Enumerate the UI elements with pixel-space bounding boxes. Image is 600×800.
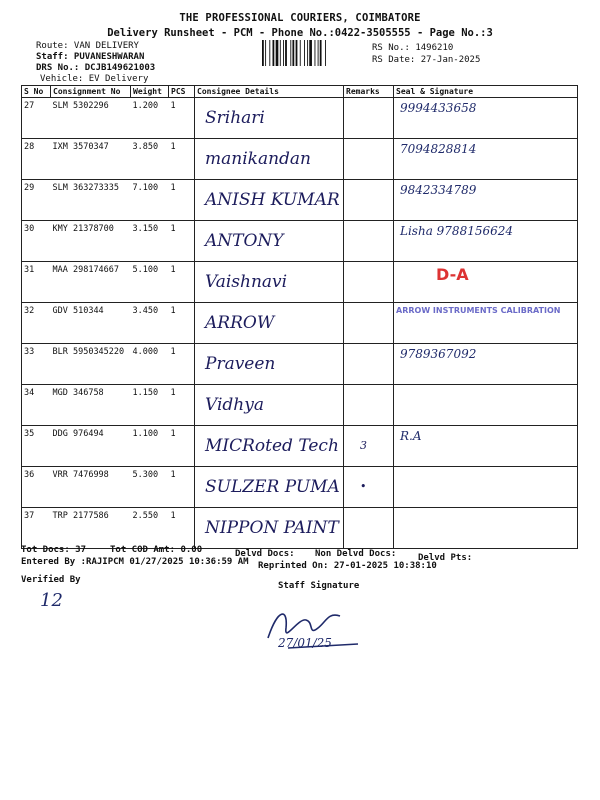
vehicle-label: Vehicle: EV Delivery: [40, 74, 149, 84]
row-consignee: [195, 344, 344, 385]
row-consignee-text: Srihari: [205, 108, 265, 128]
row-weight-text: 5.100: [132, 265, 159, 275]
row-signature-text: [396, 511, 400, 525]
total-docs: Tot Docs: 37: [21, 545, 87, 555]
company-title: THE PROFESSIONAL COURIERS, COIMBATORE: [179, 12, 421, 24]
row-consignee: [195, 385, 344, 426]
row-weight-text: 2.550: [132, 511, 159, 521]
row-consignee: [195, 139, 344, 180]
row-consignee-text: ANISH KUMAR: [205, 190, 340, 210]
row-consignee: [195, 180, 344, 221]
rs-date: RS Date: 27-Jan-2025: [372, 55, 481, 65]
row-weight: [131, 467, 169, 508]
row-weight-text: 3.150: [132, 224, 159, 234]
row-signature-text: 9994433658: [400, 101, 477, 115]
row-consignment-no-text: MAA 298174667: [52, 265, 120, 275]
row-sno-text: 37: [24, 511, 35, 521]
col-header-weight: Weight: [131, 86, 169, 98]
row-sno-text: 29: [24, 183, 35, 193]
row-sno: [22, 180, 51, 221]
row-remarks-text: •: [360, 480, 367, 493]
row-consignee-text: Vidhya: [205, 395, 264, 415]
row-pcs: [169, 221, 195, 262]
row-remarks: [344, 426, 394, 467]
row-sno-text: 33: [24, 347, 35, 357]
row-consignment-no-text: GDV 510344: [52, 306, 104, 316]
row-signature-text: [396, 470, 400, 484]
table-row: [22, 426, 578, 467]
row-consignee: [195, 303, 344, 344]
row-sno: [22, 467, 51, 508]
drs-number: DRS No.: DCJB149621003: [36, 63, 156, 73]
row-signature: [394, 508, 578, 549]
rs-number: RS No.: 1496210: [372, 43, 454, 53]
row-signature-text: ARROW INSTRUMENTS CALIBRATION: [396, 306, 561, 315]
row-pcs: [169, 385, 195, 426]
row-sno-text: 34: [24, 388, 35, 398]
row-sno: [22, 303, 51, 344]
table-row: [22, 344, 578, 385]
row-pcs: [169, 98, 195, 139]
row-pcs-text: 1: [170, 347, 176, 357]
col-header-signature: Seal & Signature: [394, 86, 578, 98]
row-pcs: [169, 467, 195, 508]
row-consignee-text: NIPPON PAINT: [205, 518, 339, 538]
row-consignee: [195, 426, 344, 467]
staff-signature-date: 27/01/25: [278, 636, 332, 650]
row-consignee: [195, 467, 344, 508]
row-consignment-no: [51, 508, 131, 549]
table-row: [22, 139, 578, 180]
row-consignment-no: [51, 98, 131, 139]
row-sno-text: 30: [24, 224, 35, 234]
row-consignment-no-text: TRP 2177586: [52, 511, 109, 521]
row-consignee: [195, 262, 344, 303]
row-signature: [394, 385, 578, 426]
row-signature: [394, 180, 578, 221]
row-consignee-text: MICRoted Tech: [205, 436, 339, 456]
row-signature: [394, 303, 578, 344]
row-remarks: [344, 139, 394, 180]
table-row: [22, 385, 578, 426]
row-pcs-text: 1: [170, 388, 176, 398]
row-signature-text: [396, 388, 400, 402]
row-consignee: [195, 508, 344, 549]
row-signature: [394, 98, 578, 139]
row-weight: [131, 98, 169, 139]
row-remarks: [344, 180, 394, 221]
non-delivered-docs: Non Delvd Docs:: [315, 549, 397, 559]
total-cod-amount: Tot COD Amt: 0.00: [110, 545, 203, 555]
row-pcs: [169, 508, 195, 549]
row-consignee-text: SULZER PUMA: [205, 477, 340, 497]
row-consignment-no: [51, 385, 131, 426]
row-sno: [22, 508, 51, 549]
reprinted-on: Reprinted On: 27-01-2025 10:38:10: [258, 561, 437, 571]
row-consignment-no: [51, 262, 131, 303]
row-pcs-text: 1: [170, 511, 176, 521]
row-weight-text: 1.200: [132, 101, 159, 111]
verified-initials: 12: [40, 590, 63, 611]
row-pcs: [169, 262, 195, 303]
row-remarks: [344, 303, 394, 344]
row-remarks: [344, 508, 394, 549]
delivered-points: Delvd Pts:: [418, 553, 473, 563]
row-pcs-text: 1: [170, 306, 176, 316]
row-pcs-text: 1: [170, 183, 176, 193]
row-pcs: [169, 139, 195, 180]
table-row: [22, 221, 578, 262]
entered-by: Entered By :RAJIPCM 01/27/2025 10:36:59 AM: [21, 557, 249, 567]
row-sno: [22, 139, 51, 180]
table-row: [22, 508, 578, 549]
row-consignee-text: Praveen: [205, 354, 276, 374]
row-remarks: [344, 467, 394, 508]
row-signature-text: 7094828814: [400, 142, 477, 156]
row-pcs-text: 1: [170, 265, 176, 275]
col-header-consignee: Consignee Details: [195, 86, 344, 98]
row-pcs-text: 1: [170, 224, 176, 234]
row-remarks-text: 3: [360, 439, 367, 452]
table-row: [22, 467, 578, 508]
row-sno: [22, 262, 51, 303]
row-sno: [22, 385, 51, 426]
row-weight: [131, 180, 169, 221]
row-remarks: [344, 344, 394, 385]
row-consignee: [195, 98, 344, 139]
row-consignment-no-text: SLM 5302296: [52, 101, 109, 111]
row-signature: [394, 467, 578, 508]
row-sno: [22, 426, 51, 467]
col-header-remarks: Remarks: [344, 86, 394, 98]
row-sno-text: 35: [24, 429, 35, 439]
row-weight: [131, 344, 169, 385]
row-weight: [131, 303, 169, 344]
row-consignment-no-text: SLM 363273335: [52, 183, 120, 193]
row-weight: [131, 508, 169, 549]
row-sno-text: 36: [24, 470, 35, 480]
staff-label: Staff: PUVANESHWARAN: [36, 52, 145, 62]
row-consignee-text: ANTONY: [205, 231, 284, 251]
row-consignment-no: [51, 426, 131, 467]
col-header-consignment: Consignment No: [51, 86, 131, 98]
row-pcs-text: 1: [170, 470, 176, 480]
row-consignee-text: Vaishnavi: [205, 272, 288, 292]
row-pcs: [169, 180, 195, 221]
row-signature-text: R.A: [400, 429, 422, 443]
barcode-image: [262, 40, 364, 66]
row-sno: [22, 221, 51, 262]
row-consignment-no: [51, 303, 131, 344]
staff-signature-label: Staff Signature: [278, 581, 360, 591]
row-pcs-text: 1: [170, 142, 176, 152]
table-header-row: [22, 86, 578, 98]
row-signature-text: 9789367092: [400, 347, 477, 361]
row-remarks: [344, 221, 394, 262]
row-consignment-no: [51, 139, 131, 180]
delivered-docs: Delvd Docs:: [235, 549, 295, 559]
row-consignment-no: [51, 467, 131, 508]
row-consignee: [195, 221, 344, 262]
row-remarks: [344, 262, 394, 303]
row-weight: [131, 385, 169, 426]
row-consignment-no: [51, 344, 131, 385]
row-consignment-no-text: KMY 21378700: [52, 224, 114, 234]
row-signature: [394, 139, 578, 180]
row-pcs: [169, 426, 195, 467]
row-weight-text: 1.100: [132, 429, 159, 439]
table-row: [22, 303, 578, 344]
route-label: Route: VAN DELIVERY: [36, 41, 139, 51]
row-sno-text: 28: [24, 142, 35, 152]
row-consignment-no-text: IXM 3570347: [52, 142, 109, 152]
row-signature: [394, 262, 578, 303]
row-consignment-no-text: DDG 976494: [52, 429, 104, 439]
row-sno: [22, 98, 51, 139]
col-header-sno: S No: [22, 86, 51, 98]
row-consignment-no-text: VRR 7476998: [52, 470, 109, 480]
row-weight: [131, 426, 169, 467]
row-consignee-text: manikandan: [205, 149, 311, 169]
row-weight-text: 4.000: [132, 347, 159, 357]
row-consignment-no: [51, 180, 131, 221]
table-row: [22, 262, 578, 303]
row-sno-text: 27: [24, 101, 35, 111]
row-signature: [394, 344, 578, 385]
row-weight-text: 3.850: [132, 142, 159, 152]
row-sno: [22, 344, 51, 385]
runsheet-subtitle: Delivery Runsheet - PCM - Phone No.:0422-3505555 - Page No.:3: [107, 27, 493, 39]
row-weight: [131, 262, 169, 303]
row-weight-text: 7.100: [132, 183, 159, 193]
row-sno-text: 31: [24, 265, 35, 275]
row-pcs: [169, 344, 195, 385]
row-weight-text: 1.150: [132, 388, 159, 398]
verified-by-label: Verified By: [21, 575, 81, 585]
col-header-pcs: PCS: [169, 86, 195, 98]
row-weight-text: 5.300: [132, 470, 159, 480]
row-weight: [131, 221, 169, 262]
row-weight: [131, 139, 169, 180]
row-signature: [394, 221, 578, 262]
row-weight-text: 3.450: [132, 306, 159, 316]
row-signature: [394, 426, 578, 467]
row-remarks: [344, 385, 394, 426]
row-consignment-no-text: MGD 346758: [52, 388, 104, 398]
row-signature-text: 9842334789: [400, 183, 477, 197]
runsheet-table: [21, 85, 578, 549]
row-pcs: [169, 303, 195, 344]
row-signature-text: Lisha 9788156624: [400, 224, 514, 238]
row-pcs-text: 1: [170, 101, 176, 111]
row-signature-text: D-A: [436, 265, 469, 284]
row-consignment-no-text: BLR 5950345220: [52, 347, 125, 357]
row-remarks: [344, 98, 394, 139]
row-consignment-no: [51, 221, 131, 262]
table-row: [22, 180, 578, 221]
row-pcs-text: 1: [170, 429, 176, 439]
row-sno-text: 32: [24, 306, 35, 316]
row-consignee-text: ARROW: [205, 313, 275, 333]
table-row: [22, 98, 578, 139]
